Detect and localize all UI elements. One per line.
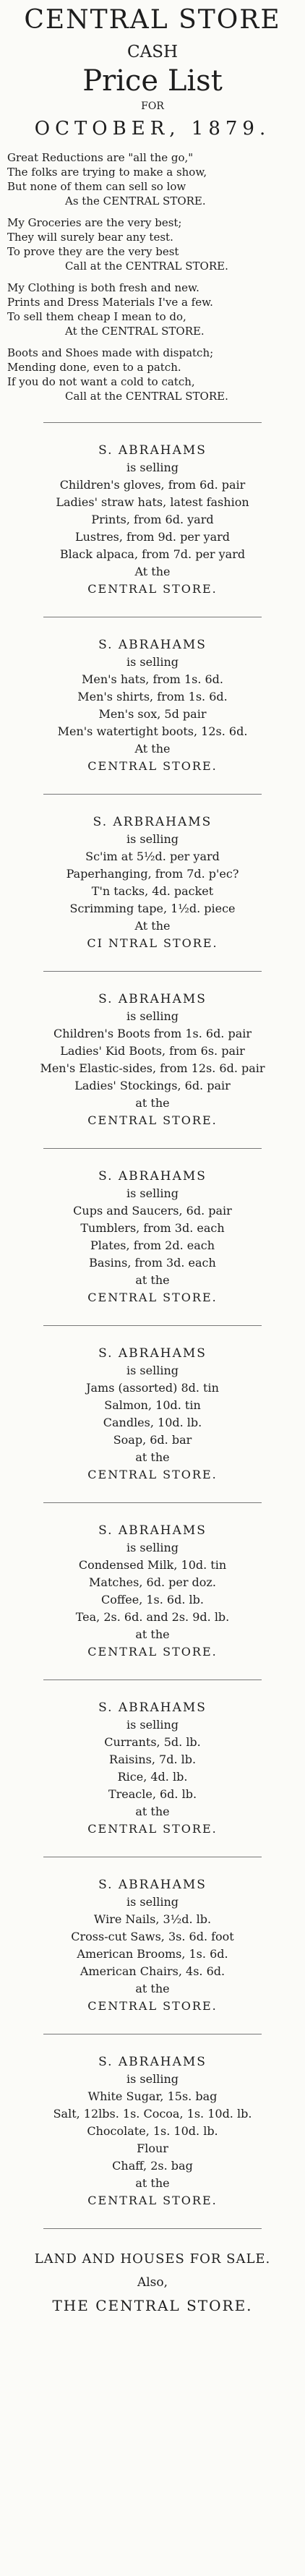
verse-block [0, 281, 305, 338]
ad-block [0, 813, 305, 952]
price-item: Plates, from 2d. each [90, 1238, 215, 1252]
price-item: Paperhanging, from 7d. p'ec? [66, 867, 239, 881]
store-name: CENTRAL STORE. [87, 759, 218, 773]
selling-label: is selling [126, 461, 179, 474]
price-item: Salt, 12lbs. 1s. Cocoa, 1s. 10d. lb. [53, 2107, 252, 2121]
price-item: Men's sox, 5d pair [98, 707, 207, 721]
verse-signature: Call at the CENTRAL STORE. [65, 260, 228, 273]
merchant-name: S. ABRAHAMS [98, 992, 207, 1006]
price-item: Cups and Saucers, 6d. pair [73, 1204, 232, 1218]
ad-block [0, 636, 305, 775]
price-item: Basins, from 3d. each [89, 1256, 216, 1270]
price-item: T'n tacks, 4d. packet [91, 884, 214, 898]
verse-line: To prove they are the very best [7, 245, 179, 258]
price-item: White Sugar, 15s. bag [87, 2089, 218, 2103]
price-item: Flour [137, 2141, 168, 2155]
price-item: Children's Boots from 1s. 6d. pair [53, 1027, 252, 1040]
price-item: Ladies' Stockings, 6d. pair [74, 1079, 231, 1092]
price-item: Men's shirts, from 1s. 6d. [77, 690, 228, 703]
store-name: CENTRAL STORE. [87, 2194, 218, 2207]
verse-signature: Call at the CENTRAL STORE. [65, 390, 228, 403]
ad-block [0, 1876, 305, 2015]
advert-header [0, 0, 305, 143]
at-the-label: At the [134, 565, 171, 578]
price-item: Men's watertight boots, 12s. 6d. [57, 724, 248, 738]
price-item: American Brooms, 1s. 6d. [77, 1947, 228, 1961]
verse-block [0, 215, 305, 273]
price-item: Ladies' straw hats, latest fashion [56, 495, 249, 509]
price-item: Chaff, 2s. bag [112, 2159, 193, 2173]
merchant-name: S. ABRAHAMS [98, 1700, 207, 1715]
price-item: Soap, 6d. bar [113, 1433, 192, 1447]
store-title: CENTRAL STORE [24, 5, 281, 35]
date-heading: OCTOBER, 1879. [34, 118, 271, 140]
verse-block [0, 346, 305, 403]
at-the-label: At the [134, 742, 171, 756]
at-the-label: at the [135, 2176, 170, 2190]
price-item: Treacle, 6d. lb. [108, 1787, 197, 1801]
price-item: Black alpaca, from 7d. per yard [59, 547, 246, 561]
store-name: CENTRAL STORE. [87, 582, 218, 596]
price-item: American Chairs, 4s. 6d. [80, 1964, 225, 1978]
price-item: Rice, 4d. lb. [117, 1770, 188, 1784]
at-the-label: at the [135, 1450, 170, 1464]
price-item: Salmon, 10d. tin [104, 1398, 201, 1412]
verse-signature: As the CENTRAL STORE. [65, 194, 206, 207]
footer [0, 2248, 305, 2317]
price-item: Ladies' Kid Boots, from 6s. pair [60, 1044, 245, 1058]
price-item: Men's hats, from 1s. 6d. [81, 672, 224, 686]
price-item: Jams (assorted) 8d. tin [86, 1381, 219, 1395]
price-item: Scrimming tape, 1½d. piece [69, 902, 236, 915]
divider [43, 1679, 262, 1680]
ad-block [0, 1699, 305, 1838]
verse-line: Great Reductions are "all the go," [7, 151, 194, 164]
verse-signature: At the CENTRAL STORE. [65, 325, 205, 338]
price-item: Children's gloves, from 6d. pair [59, 478, 246, 492]
divider [43, 794, 262, 795]
store-name: CENTRAL STORE. [87, 1468, 218, 1481]
at-the-label: at the [135, 1982, 170, 1995]
merchant-name: S. ABRAHAMS [98, 443, 207, 458]
merchant-name: S. ABRAHAMS [98, 638, 207, 652]
verse-line: Prints and Dress Materials I've a few. [7, 296, 213, 309]
store-name: CENTRAL STORE. [87, 1291, 218, 1304]
divider [43, 971, 262, 972]
at-the-label: at the [135, 1805, 170, 1818]
price-item: Condensed Milk, 10d. tin [78, 1558, 227, 1572]
land-sale-line: LAND AND HOUSES FOR SALE. [34, 2251, 271, 2267]
at-the-label: at the [135, 1273, 170, 1287]
selling-label: is selling [126, 1186, 179, 1200]
merchant-name: S. ARBRAHAMS [93, 815, 212, 829]
price-list-heading: Price List [82, 64, 223, 98]
merchant-name: S. ABRAHAMS [98, 1169, 207, 1184]
price-item: Tea, 2s. 6d. and 2s. 9d. lb. [75, 1610, 230, 1624]
merchant-name: S. ABRAHAMS [98, 1346, 207, 1361]
merchant-name: S. ABRAHAMS [98, 2055, 207, 2069]
price-item: Tumblers, from 3d. each [80, 1221, 225, 1235]
selling-label: is selling [126, 1364, 179, 1377]
at-the-label: at the [135, 1627, 170, 1641]
divider [43, 422, 262, 423]
selling-label: is selling [126, 832, 179, 846]
divider [43, 1325, 262, 1326]
price-item: Sc'im at 5½d. per yard [85, 850, 220, 863]
ads-section [0, 422, 305, 2209]
also-line: Also, [137, 2275, 168, 2290]
cash-heading: CASH [126, 43, 179, 61]
store-name: CENTRAL STORE. [87, 1822, 218, 1836]
divider [43, 1502, 262, 1503]
store-name: CENTRAL STORE. [87, 1645, 218, 1659]
at-the-label: at the [135, 1096, 170, 1110]
ad-block [0, 1522, 305, 1661]
verses-section [0, 150, 305, 403]
store-name: CENTRAL STORE. [87, 1999, 218, 2013]
verse-line: Boots and Shoes made with dispatch; [7, 346, 214, 359]
ad-block [0, 1168, 305, 1306]
verse-line: The folks are trying to make a show, [7, 166, 207, 179]
selling-label: is selling [126, 1009, 179, 1023]
price-item: Wire Nails, 3½d. lb. [93, 1912, 212, 1926]
divider [43, 1148, 262, 1149]
verse-line: If you do not want a cold to catch, [7, 375, 195, 388]
price-item: Men's Elastic-sides, from 12s. 6d. pair [40, 1061, 265, 1075]
verse-line: My Clothing is both fresh and new. [7, 281, 199, 294]
verse-line: To sell them cheap I mean to do, [7, 310, 186, 323]
price-item: Chocolate, 1s. 10d. lb. [87, 2124, 218, 2138]
selling-label: is selling [126, 1895, 179, 1909]
price-item: Lustres, from 9d. per yard [74, 530, 231, 544]
price-item: Matches, 6d. per doz. [89, 1575, 216, 1589]
ad-block [0, 2053, 305, 2209]
price-item: Raisins, 7d. lb. [108, 1753, 197, 1766]
for-label: FOR [141, 100, 164, 112]
selling-label: is selling [126, 2072, 179, 2086]
verse-line: They will surely bear any test. [7, 231, 173, 244]
price-item: Candles, 10d. lb. [103, 1416, 202, 1429]
selling-label: is selling [126, 655, 179, 669]
selling-label: is selling [126, 1541, 179, 1554]
divider [43, 2228, 262, 2229]
verse-block [0, 150, 305, 208]
store-name: CI NTRAL STORE. [87, 936, 218, 950]
footer-store-line: THE CENTRAL STORE. [52, 2297, 253, 2314]
store-name: CENTRAL STORE. [87, 1113, 218, 1127]
at-the-label: At the [134, 919, 171, 933]
price-item: Coffee, 1s. 6d. lb. [101, 1593, 204, 1606]
verse-line: But none of them can sell so low [7, 180, 186, 193]
price-item: Currants, 5d. lb. [104, 1735, 201, 1749]
price-item: Prints, from 6d. yard [91, 513, 214, 526]
merchant-name: S. ABRAHAMS [98, 1523, 207, 1538]
verse-line: Mending done, even to a patch. [7, 361, 181, 374]
merchant-name: S. ABRAHAMS [98, 1878, 207, 1892]
price-item: Cross-cut Saws, 3s. 6d. foot [71, 1930, 234, 1943]
ad-block [0, 442, 305, 598]
selling-label: is selling [126, 1718, 179, 1732]
ad-block [0, 1345, 305, 1484]
ad-block [0, 990, 305, 1129]
verse-line: My Groceries are the very best; [7, 216, 182, 229]
